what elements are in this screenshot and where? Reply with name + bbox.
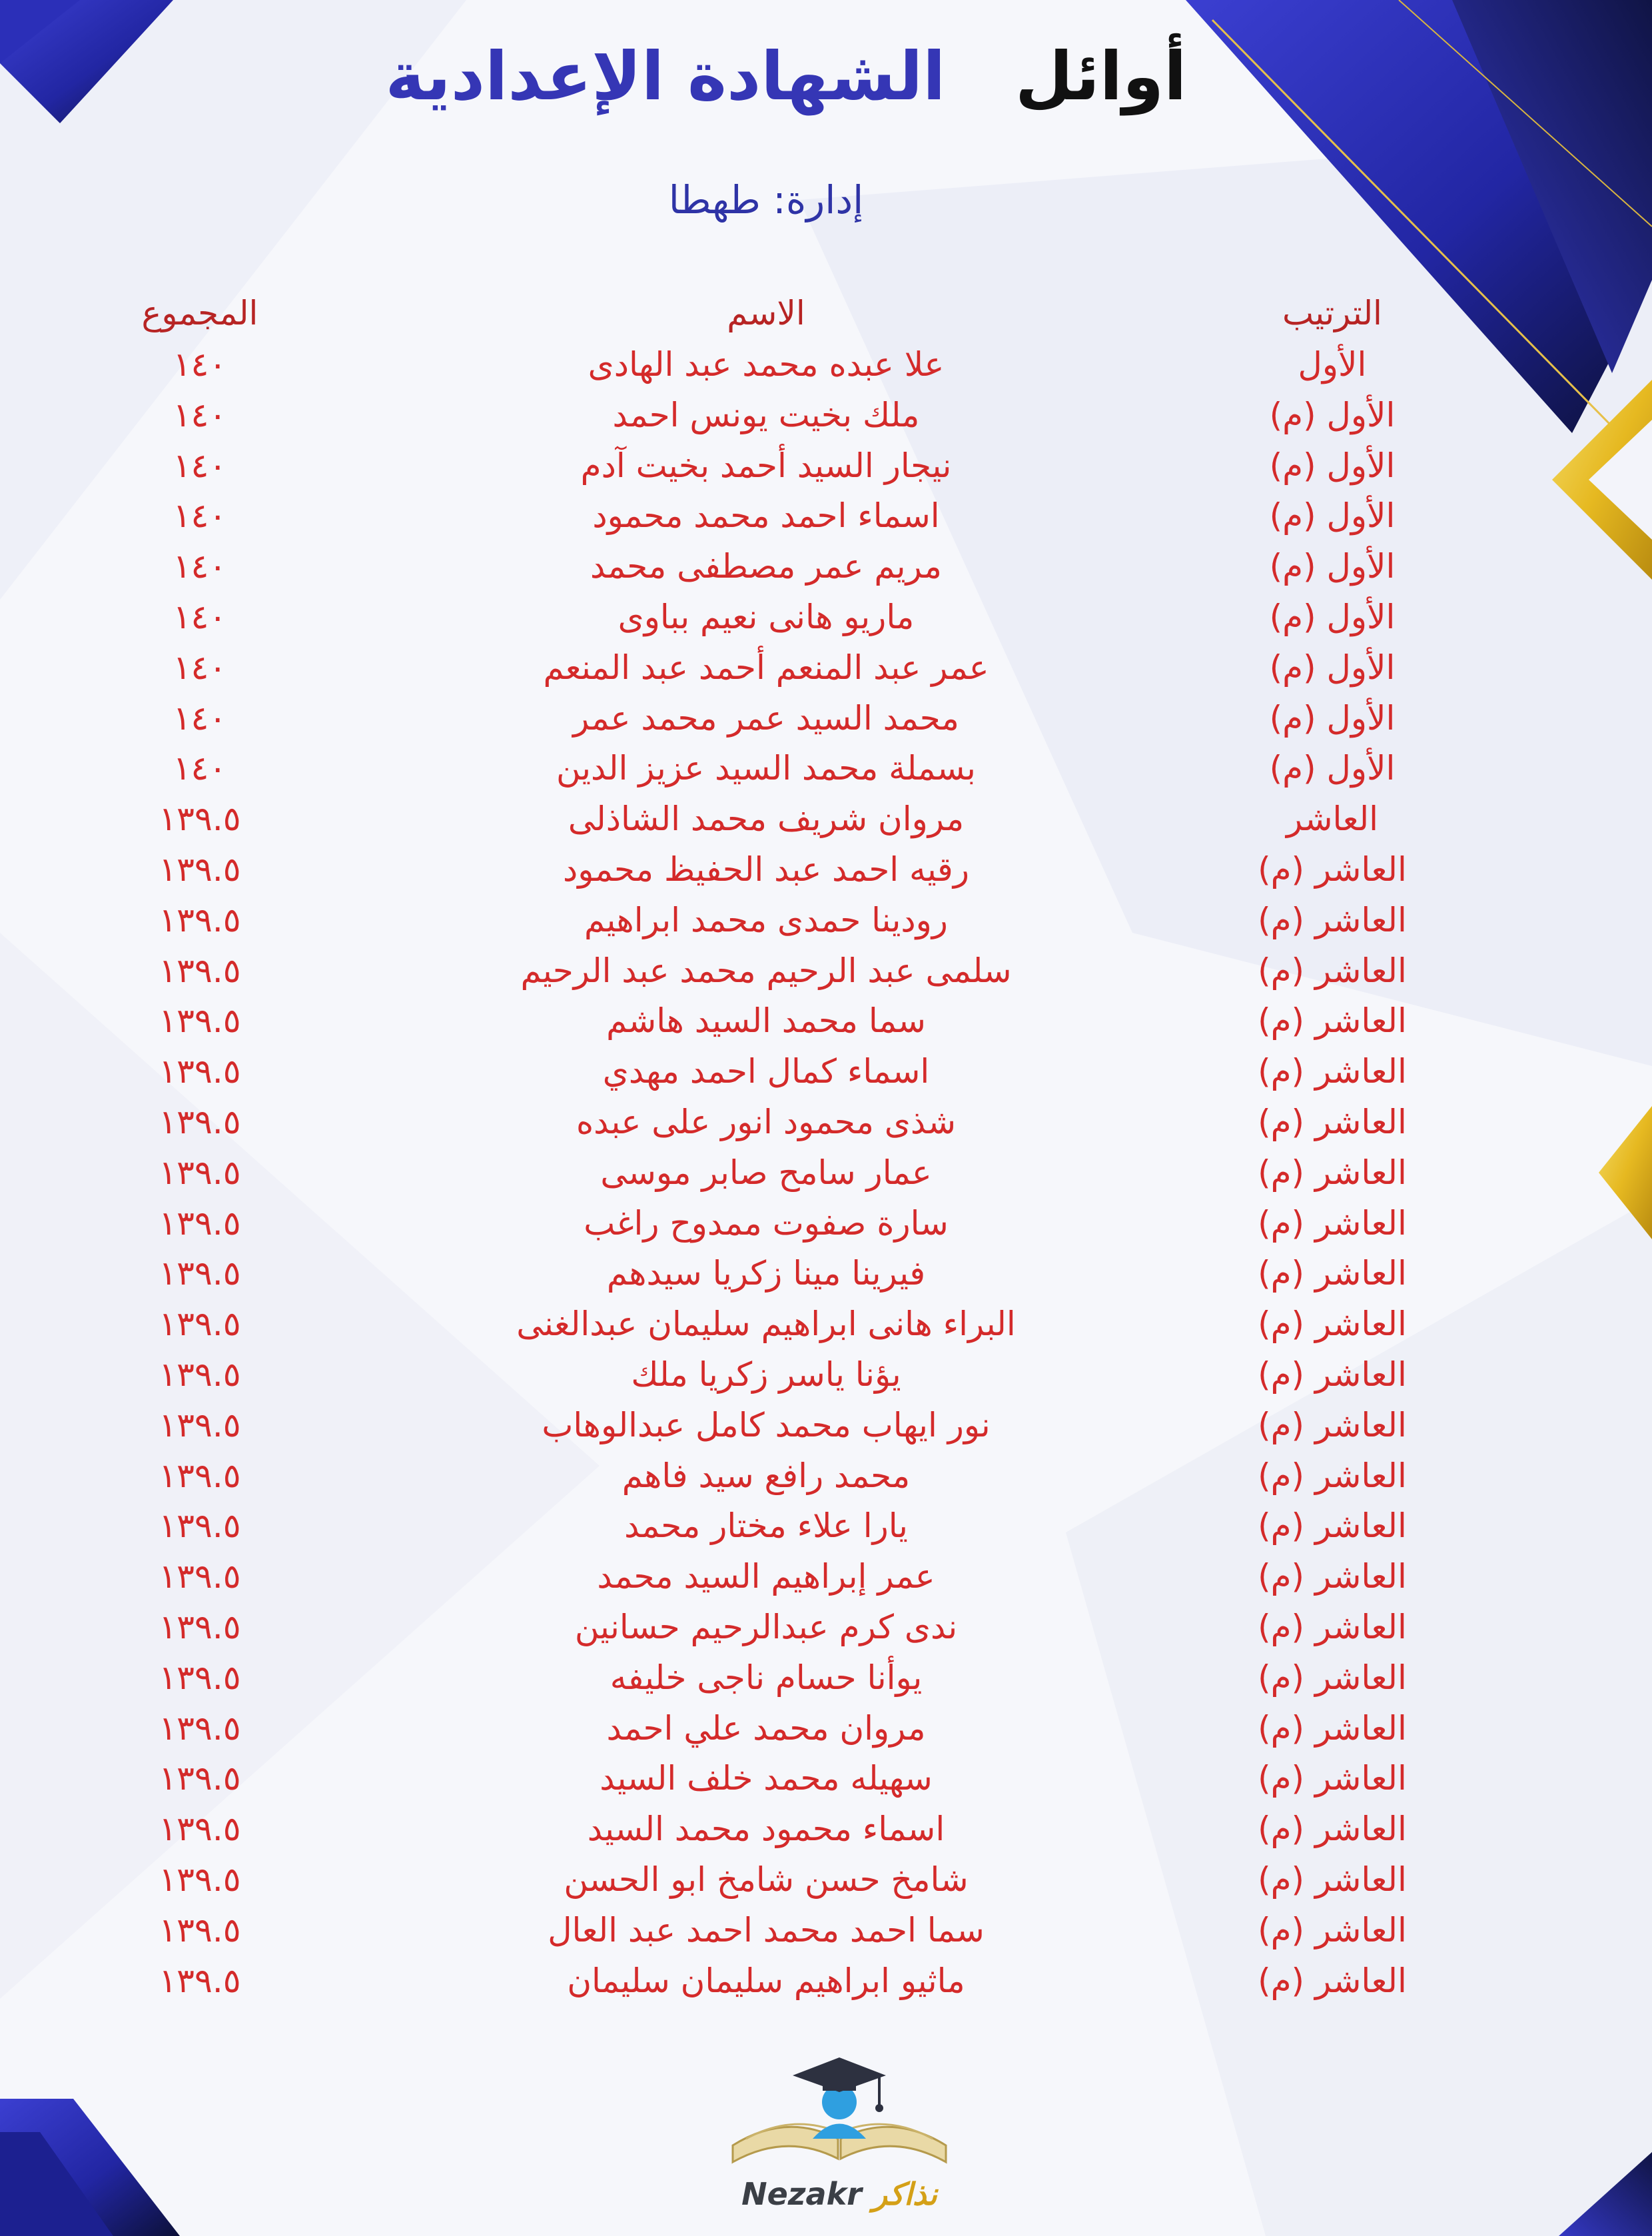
rank-cell: العاشر (م)	[1258, 1557, 1407, 1596]
total-cell: ١٣٩.٥	[159, 900, 241, 939]
rank-cell: الأول	[1298, 345, 1367, 384]
total-cell: ١٤٠	[173, 345, 227, 384]
name-cell: اسماء كمال احمد مهدي	[602, 1052, 930, 1091]
rank-cell: العاشر (م)	[1258, 1001, 1407, 1041]
total-cell: ١٣٩.٥	[159, 1910, 241, 1950]
header-name: الاسم	[727, 294, 805, 332]
nezakr-logo	[719, 2039, 959, 2219]
table-row	[0, 996, 1652, 1047]
total-cell: ١٣٩.٥	[159, 1102, 241, 1141]
name-cell: مريم عمر مصطفى محمد	[590, 547, 942, 586]
table-row	[0, 1804, 1652, 1855]
name-cell: البراء هانى ابراهيم سليمان عبدالغنى	[516, 1305, 1016, 1344]
rank-cell: الأول (م)	[1269, 496, 1396, 536]
header-total: المجموع	[141, 294, 258, 332]
name-cell: مروان محمد علي احمد	[606, 1708, 926, 1748]
total-cell: ١٤٠	[173, 698, 227, 738]
table-row	[0, 1754, 1652, 1804]
table-row	[0, 1199, 1652, 1249]
rank-cell: العاشر (م)	[1258, 1052, 1407, 1091]
name-cell: شذى محمود انور على عبده	[576, 1102, 957, 1141]
rank-cell: العاشر (م)	[1258, 1254, 1407, 1293]
name-cell: رودينا حمدى محمد ابراهيم	[584, 900, 948, 939]
total-cell: ١٣٩.٥	[159, 849, 241, 889]
name-cell: نيجار السيد أحمد بخيت آدم	[580, 446, 952, 485]
table-row	[0, 1855, 1652, 1906]
rank-cell: العاشر (م)	[1258, 1759, 1407, 1798]
name-cell: ملك بخيت يونس احمد	[612, 395, 920, 434]
logo-arabic: نذاكر	[872, 2176, 937, 2212]
name-cell: نور ايهاب محمد كامل عبدالوهاب	[542, 1405, 991, 1444]
total-cell: ١٤٠	[173, 496, 227, 536]
table-row	[0, 643, 1652, 694]
table-row	[0, 694, 1652, 744]
rank-cell: العاشر (م)	[1258, 1102, 1407, 1141]
table-row	[0, 1451, 1652, 1502]
name-cell: محمد السيد عمر محمد عمر	[573, 698, 959, 738]
rank-cell: الأول (م)	[1269, 597, 1396, 636]
administration-label: إدارة: طهطا	[668, 177, 864, 223]
total-cell: ١٣٩.٥	[159, 1961, 241, 2000]
total-cell: ١٣٩.٥	[159, 1456, 241, 1495]
name-cell: سما محمد السيد هاشم	[606, 1001, 926, 1041]
table-row	[0, 441, 1652, 492]
rank-cell: العاشر (م)	[1258, 1355, 1407, 1394]
rank-cell: العاشر (م)	[1258, 1860, 1407, 1899]
name-cell: محمد رافع سيد فاهم	[621, 1456, 911, 1495]
total-cell: ١٣٩.٥	[159, 951, 241, 990]
name-cell: علا عبده محمد عبد الهادى	[588, 345, 945, 384]
table-row	[0, 1956, 1652, 2007]
table-row	[0, 340, 1652, 390]
total-cell: ١٣٩.٥	[159, 1153, 241, 1192]
rank-cell: العاشر (م)	[1258, 1658, 1407, 1697]
rank-cell: العاشر (م)	[1258, 1708, 1407, 1748]
cap-tassel-end	[875, 2104, 883, 2112]
total-cell: ١٤٠	[173, 749, 227, 788]
page-title	[373, 27, 1199, 127]
rank-cell: العاشر (م)	[1258, 900, 1407, 939]
table-row	[0, 744, 1652, 794]
total-cell: ١٣٩.٥	[159, 1506, 241, 1546]
name-cell: شامخ حسن شامخ ابو الحسن	[564, 1860, 969, 1899]
total-cell: ١٤٠	[173, 446, 227, 485]
name-cell: عمار سامح صابر موسى	[600, 1153, 932, 1192]
rank-cell: العاشر (م)	[1258, 1961, 1407, 2000]
results-table	[0, 340, 1652, 2006]
table-row	[0, 1602, 1652, 1653]
total-cell: ١٣٩.٥	[159, 1759, 241, 1798]
rank-cell: العاشر (م)	[1258, 1305, 1407, 1344]
rank-cell: العاشر (م)	[1258, 1810, 1407, 1849]
table-row	[0, 390, 1652, 441]
table-row	[0, 1653, 1652, 1704]
total-cell: ١٣٩.٥	[159, 1860, 241, 1899]
name-cell: ماثيو ابراهيم سليمان سليمان	[567, 1961, 965, 2000]
rank-cell: العاشر (م)	[1258, 951, 1407, 990]
total-cell: ١٣٩.٥	[159, 1254, 241, 1293]
total-cell: ١٣٩.٥	[159, 1557, 241, 1596]
name-cell: ماريو هانى نعيم بباوى	[618, 597, 915, 636]
rank-cell: العاشر (م)	[1258, 1456, 1407, 1495]
name-cell: يؤنا ياسر زكريا ملك	[631, 1355, 901, 1394]
header-rank: الترتيب	[1282, 294, 1382, 332]
table-row	[0, 1299, 1652, 1350]
rank-cell: العاشر (م)	[1258, 1153, 1407, 1192]
rank-cell: الأول (م)	[1269, 749, 1396, 788]
rank-cell: الأول (م)	[1269, 395, 1396, 434]
rank-cell: العاشر (م)	[1258, 1910, 1407, 1950]
table-row	[0, 1704, 1652, 1754]
rank-cell: الأول (م)	[1269, 547, 1396, 586]
total-cell: ١٣٩.٥	[159, 1708, 241, 1748]
rank-cell: العاشر (م)	[1258, 849, 1407, 889]
total-cell: ١٣٩.٥	[159, 1355, 241, 1394]
name-cell: سلمى عبد الرحيم محمد عبد الرحيم	[520, 951, 1012, 990]
logo-latin: Nezakr	[741, 2176, 862, 2212]
rank-cell: الأول (م)	[1269, 698, 1396, 738]
name-cell: رقيه احمد عبد الحفيظ محمود	[563, 849, 969, 889]
name-cell: فيرينا مينا زكريا سيدهم	[606, 1254, 926, 1293]
table-row	[0, 1097, 1652, 1148]
rank-cell: العاشر (م)	[1258, 1506, 1407, 1546]
rank-cell: الأول (م)	[1269, 648, 1396, 687]
name-cell: سهيله محمد خلف السيد	[600, 1759, 933, 1798]
total-cell: ١٣٩.٥	[159, 1405, 241, 1444]
total-cell: ١٣٩.٥	[159, 1203, 241, 1243]
total-cell: ١٣٩.٥	[159, 1658, 241, 1697]
table-row	[0, 1047, 1652, 1097]
name-cell: اسماء احمد محمد محمود	[592, 496, 940, 536]
book-graduate-icon	[719, 2039, 959, 2172]
table-row	[0, 1552, 1652, 1602]
total-cell: ١٤٠	[173, 597, 227, 636]
table-row	[0, 1906, 1652, 1956]
logo-wordmark	[719, 2171, 959, 2217]
table-row	[0, 592, 1652, 643]
table-row	[0, 1249, 1652, 1299]
rank-cell: العاشر (م)	[1258, 1203, 1407, 1243]
name-cell: عمر عبد المنعم أحمد عبد المنعم	[543, 648, 989, 687]
name-cell: عمر إبراهيم السيد محمد	[597, 1557, 935, 1596]
total-cell: ١٣٩.٥	[159, 1052, 241, 1091]
title-certificate: الشهادة الإعدادية	[385, 37, 946, 115]
table-row	[0, 491, 1652, 542]
graduation-cap-base	[823, 2079, 856, 2091]
total-cell: ١٤٠	[173, 648, 227, 687]
name-cell: سما احمد محمد احمد عبد العال	[548, 1910, 985, 1950]
name-cell: يارا علاء مختار محمد	[624, 1506, 908, 1546]
total-cell: ١٤٠	[173, 547, 227, 586]
table-row	[0, 794, 1652, 845]
rank-cell: العاشر (م)	[1258, 1405, 1407, 1444]
total-cell: ١٣٩.٥	[159, 1607, 241, 1646]
table-row	[0, 1501, 1652, 1552]
title-first-word: أوائل	[1015, 37, 1187, 115]
table-row	[0, 1148, 1652, 1199]
name-cell: سارة صفوت ممدوح راغب	[584, 1203, 949, 1243]
table-row	[0, 895, 1652, 946]
name-cell: ندى كرم عبدالرحيم حسانين	[574, 1607, 958, 1646]
table-row	[0, 542, 1652, 592]
name-cell: اسماء محمود محمد السيد	[587, 1810, 945, 1849]
rank-cell: الأول (م)	[1269, 446, 1396, 485]
total-cell: ١٤٠	[173, 395, 227, 434]
name-cell: يوأنا حسام ناجى خليفه	[610, 1658, 923, 1697]
name-cell: مروان شريف محمد الشاذلى	[568, 800, 965, 839]
total-cell: ١٣٩.٥	[159, 1001, 241, 1041]
total-cell: ١٣٩.٥	[159, 1305, 241, 1344]
name-cell: بسملة محمد السيد عزيز الدين	[556, 749, 976, 788]
total-cell: ١٣٩.٥	[159, 800, 241, 839]
table-row	[0, 845, 1652, 895]
rank-cell: العاشر	[1286, 800, 1378, 839]
total-cell: ١٣٩.٥	[159, 1810, 241, 1849]
table-row	[0, 946, 1652, 997]
table-row	[0, 1400, 1652, 1451]
table-row	[0, 1350, 1652, 1400]
rank-cell: العاشر (م)	[1258, 1607, 1407, 1646]
